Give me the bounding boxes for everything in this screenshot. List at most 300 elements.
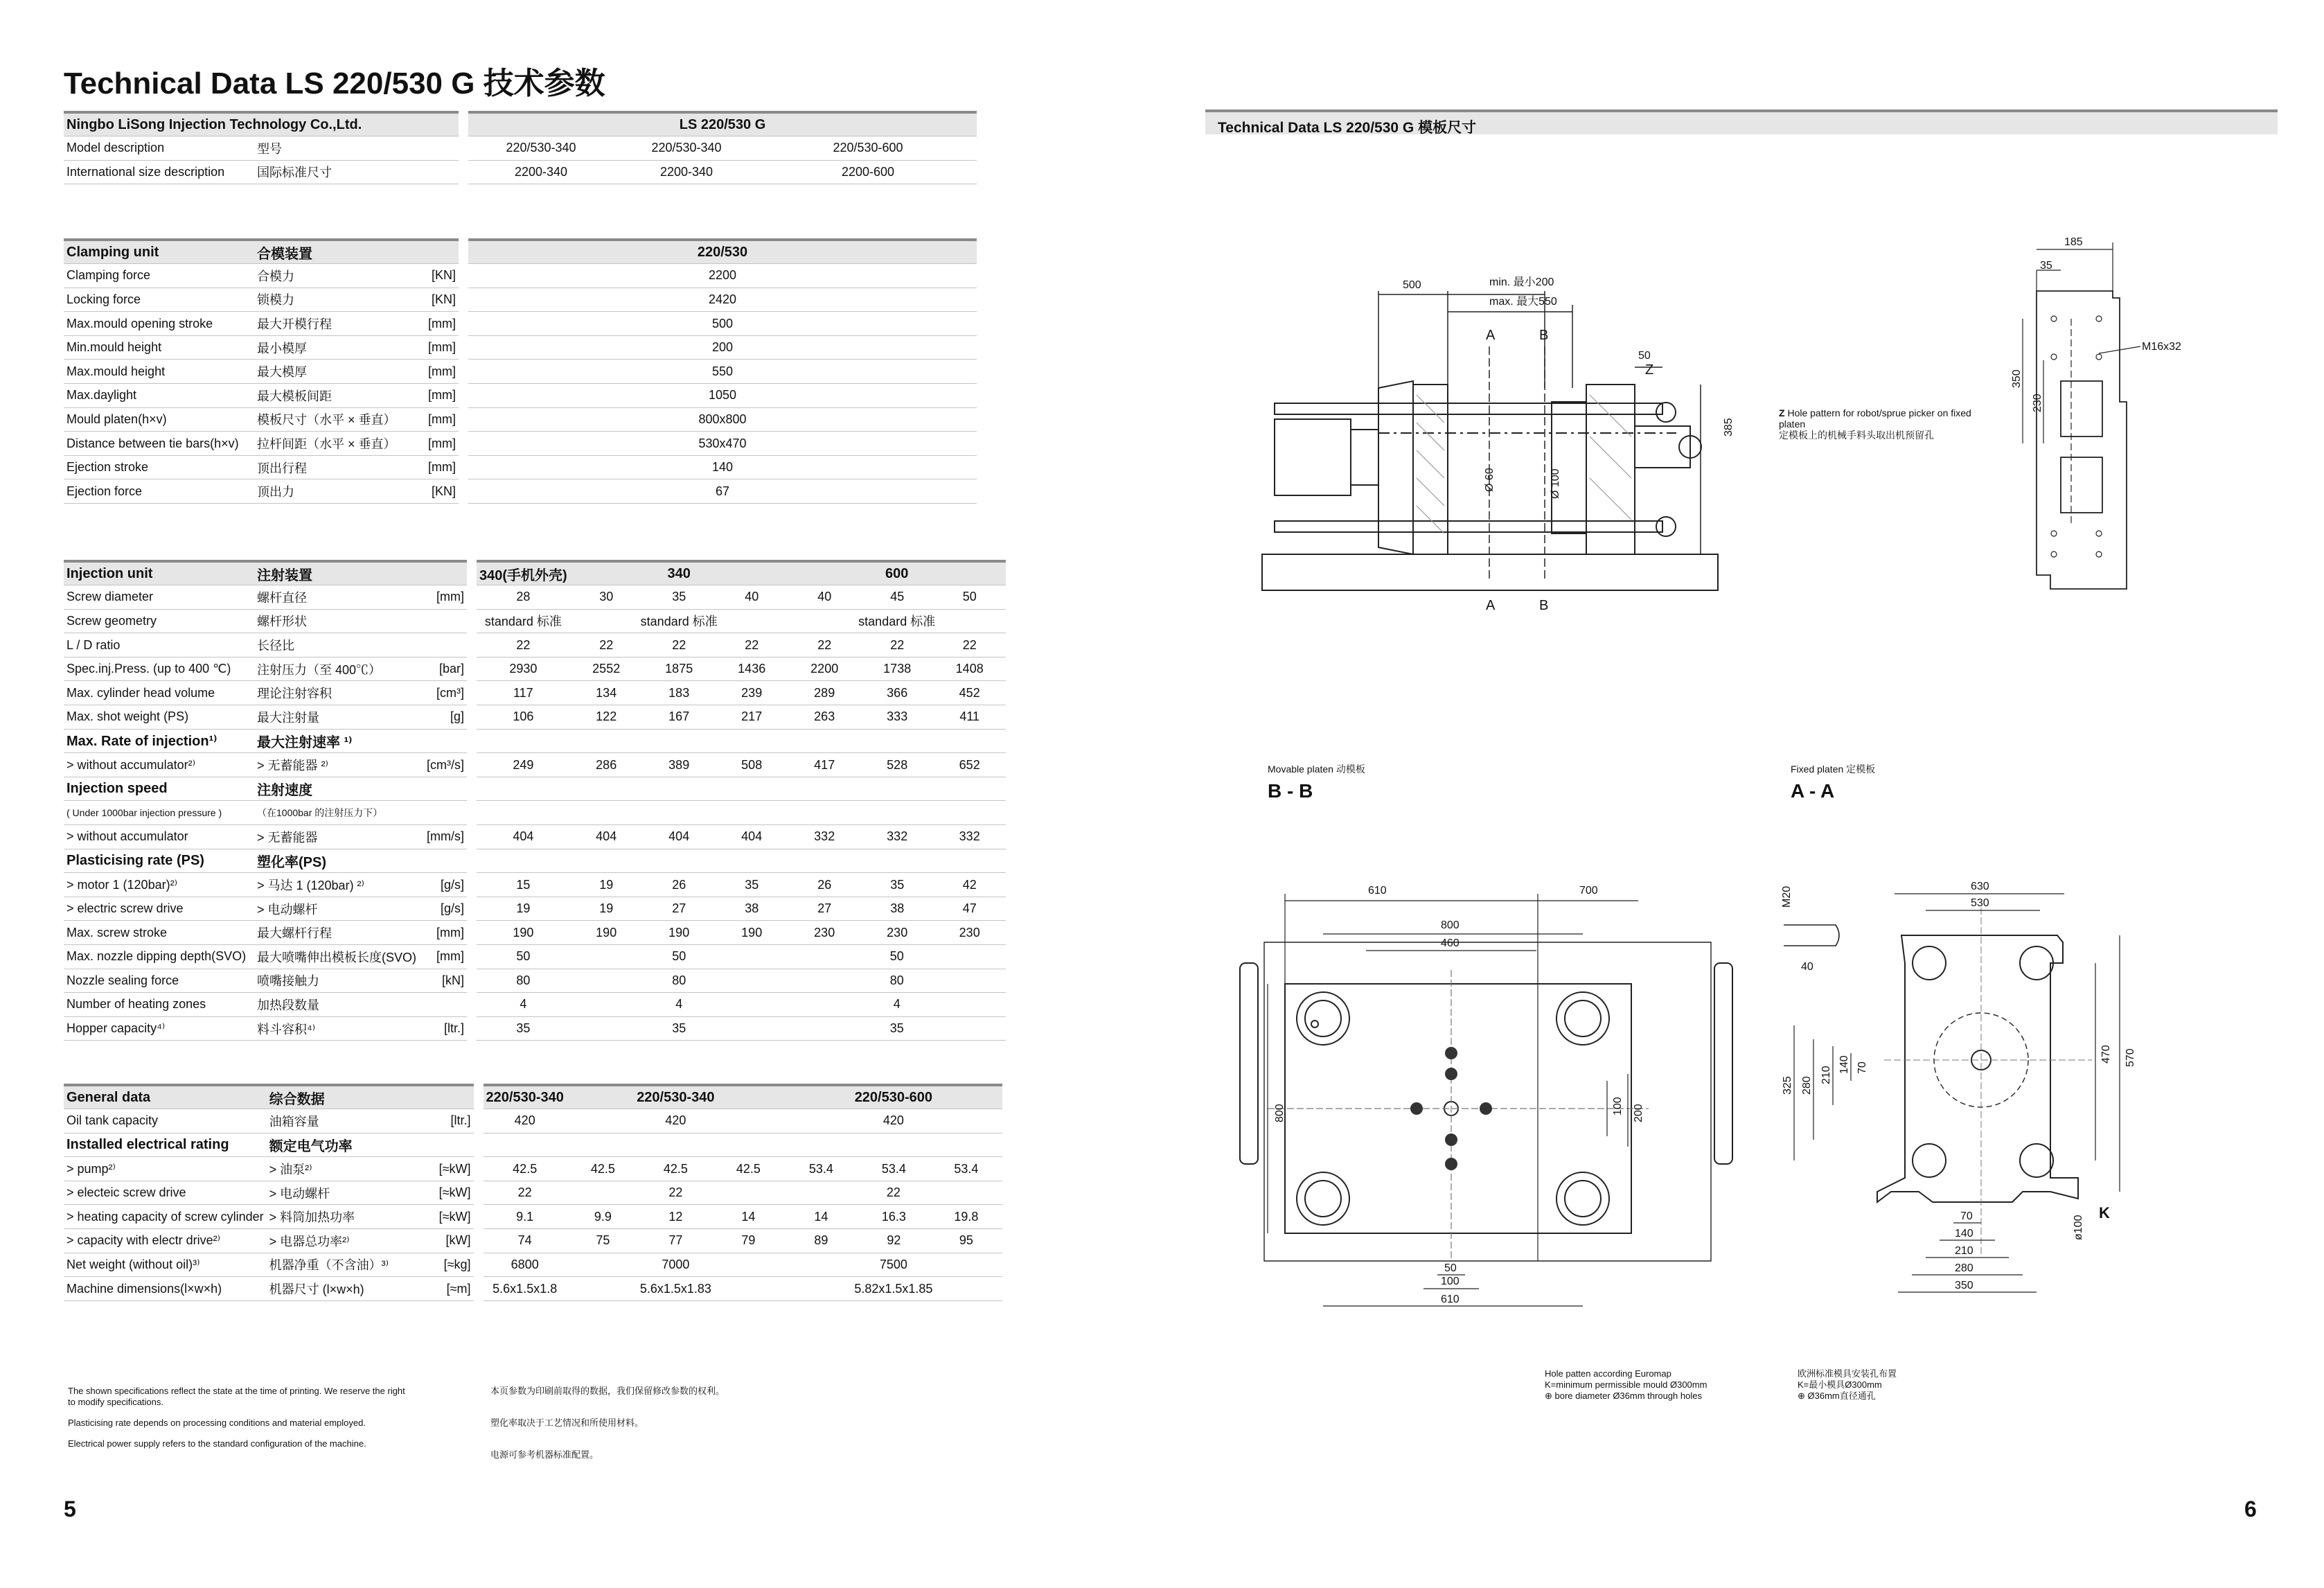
ejector-cylinder (1275, 419, 1351, 495)
row-label-en: > electeic screw drive (64, 1181, 267, 1205)
row-unit: [KN] (424, 264, 459, 288)
value-cell: 22 (785, 1181, 1002, 1205)
value-cell: 4 (477, 993, 570, 1017)
value-cell: 35 (716, 873, 788, 897)
row-label-en: Max. cylinder head volume (64, 681, 254, 705)
value-cell: 40 (788, 585, 861, 610)
row-label-cn: 注射压力（至 400℃） (254, 657, 424, 681)
gap (474, 1229, 484, 1253)
row-label-en: Spec.inj.Press. (up to 400 ℃) (64, 657, 254, 681)
euromap-en-3: ⊕ bore diameter Ø36mm through holes (1545, 1391, 1702, 1401)
section-title: Injection unit (64, 561, 254, 585)
gap (467, 729, 477, 753)
gap (467, 969, 477, 993)
fp-dim-280b: 280 (1955, 1262, 1973, 1274)
euromap-note-en (1545, 1368, 1766, 1402)
fp-dim-m20: M20 (1781, 885, 1793, 908)
fp-dim-530: 530 (1971, 897, 1989, 909)
value-cell: 2930 (477, 657, 570, 681)
row-unit: [mm] (424, 432, 459, 456)
value-cell: 38 (716, 897, 788, 921)
section-title-cn: 注射装置 (254, 561, 467, 585)
value-cell: 19 (570, 873, 643, 897)
movable-section-label: B - B (1268, 780, 1313, 802)
value-cell: 332 (861, 825, 934, 849)
euromap-cn-2: K=最小模具Ø300mm (1798, 1379, 1882, 1390)
movable-platen-label: Movable platen 动模板 (1268, 764, 1365, 775)
gap (467, 705, 477, 730)
value-cell: 220/530-600 (759, 136, 977, 161)
side-dim-min: min. 最小200 (1489, 276, 1554, 288)
z-dim-35: 35 (2040, 260, 2052, 272)
row-label-cn: 型号 (254, 136, 459, 161)
row-label-en: Max. shot weight (PS) (64, 705, 254, 730)
mp-dim-100: 100 (1612, 1097, 1624, 1115)
value-cell: 190 (716, 921, 788, 945)
row-unit (424, 993, 467, 1017)
row-label-cn: 最大模厚 (254, 360, 424, 384)
mp-dim-700: 700 (1579, 885, 1598, 897)
row-label-cn: 模板尺寸（水平 × 垂直） (254, 407, 424, 432)
value-cell: 230 (934, 921, 1006, 945)
row-unit: [bar] (424, 657, 467, 681)
row-unit (424, 729, 467, 753)
gap (459, 407, 468, 432)
value-cell: 30 (570, 585, 643, 610)
fp-dim-210: 210 (1820, 1066, 1832, 1084)
fp-dim-70b: 70 (1960, 1210, 1973, 1222)
gap (467, 633, 477, 658)
gap (459, 288, 468, 312)
value-cell: 404 (716, 825, 788, 849)
z-note-letter: Z (1779, 407, 1785, 418)
value-cell: 14 (712, 1205, 785, 1229)
side-dim-500: 500 (1403, 279, 1421, 291)
row-label-en: Max.mould height (64, 360, 254, 384)
value-cell: 289 (788, 681, 861, 705)
footnotes-cn (490, 1386, 837, 1461)
gap (459, 455, 468, 479)
value-cell: 220/530-340 (614, 136, 759, 161)
gap (474, 1277, 484, 1301)
model-name: LS 220/530 G (468, 112, 977, 136)
gap (459, 264, 468, 288)
gap (467, 993, 477, 1017)
value-cell: 452 (934, 681, 1006, 705)
row-label-en: > heating capacity of screw cylinder (64, 1205, 267, 1229)
footnote-cn-2: 塑化率取决于工艺情况和所使用材料。 (490, 1418, 644, 1428)
section-title-cn: 综合数据 (267, 1085, 474, 1109)
movable-platen-drawing (1233, 873, 1746, 1316)
row-unit: [≈m] (436, 1277, 474, 1301)
value-cell: 420 (567, 1109, 785, 1133)
value-cell: 389 (643, 753, 716, 777)
value-cell: 35 (570, 1016, 788, 1041)
row-unit: [≈kW] (436, 1157, 474, 1181)
value-cell: 528 (861, 753, 934, 777)
row-unit: [mm] (424, 945, 467, 969)
row-label-en: Injection speed (64, 777, 254, 801)
mp-dim-50: 50 (1444, 1262, 1457, 1274)
row-unit: [ltr.] (436, 1109, 474, 1133)
row-unit: [≈kW] (436, 1205, 474, 1229)
value-cell: 508 (716, 753, 788, 777)
row-label-cn: 螺杆直径 (254, 585, 424, 610)
value-cell: 2200 (468, 264, 977, 288)
gap (459, 360, 468, 384)
value-cell: 1738 (861, 657, 934, 681)
value-cell: 35 (477, 1016, 570, 1041)
row-label-cn: 国际标准尺寸 (254, 160, 459, 184)
value-cell: 22 (567, 1181, 785, 1205)
fp-dim-630: 630 (1971, 881, 1989, 892)
section-title: Clamping unit (64, 240, 254, 264)
row-label-en: Mould platen(h×v) (64, 407, 254, 432)
row-label-cn: 最大喷嘴伸出模板长度(SVO) (254, 945, 424, 969)
row-unit: [g/s] (424, 873, 467, 897)
value-cell: 77 (639, 1229, 712, 1253)
value-cell: 75 (567, 1229, 639, 1253)
movable-platen (1378, 381, 1413, 554)
value-cell: 2200 (788, 657, 861, 681)
value-cell: 27 (788, 897, 861, 921)
injection-table (64, 560, 1006, 1041)
z-dim-350: 350 (2011, 369, 2023, 388)
gap (467, 873, 477, 897)
mp-dim-460: 460 (1441, 937, 1460, 949)
value-cell: 404 (570, 825, 643, 849)
row-label-en: Model description (64, 136, 254, 161)
section-a-top: A (1486, 328, 1496, 343)
value-cell: 200 (468, 335, 977, 360)
value-cell: 53.4 (858, 1157, 930, 1181)
gap (459, 335, 468, 360)
row-label-en: Ejection stroke (64, 455, 254, 479)
value-cell: 22 (861, 633, 934, 658)
row-label-cn: 额定电气功率 (267, 1133, 436, 1157)
value-cell: 95 (930, 1229, 1002, 1253)
empty-cell (477, 849, 1006, 873)
page-title: Technical Data LS 220/530 G 技术参数 (64, 67, 605, 100)
value-cell: 2420 (468, 288, 977, 312)
value-cell: 22 (934, 633, 1006, 658)
value-cell: 35 (788, 1016, 1006, 1041)
drawings-header: Technical Data LS 220/530 G 模板尺寸 (1205, 109, 2278, 134)
value-cell: 9.9 (567, 1205, 639, 1229)
value-cell: 22 (477, 633, 570, 658)
row-label-cn: 喷嘴接触力 (254, 969, 424, 993)
row-label-cn: > 电动螺杆 (254, 897, 424, 921)
value-cell: 2200-340 (614, 160, 759, 184)
page-number-left: 5 (64, 1497, 76, 1521)
z-dim-230: 230 (2032, 394, 2043, 412)
euromap-cn-1: 欧洲标准模具安装孔布置 (1798, 1368, 1897, 1379)
row-unit: [KN] (424, 479, 459, 504)
value-cell: 263 (788, 705, 861, 730)
row-label-en: Max. nozzle dipping depth(SVO) (64, 945, 254, 969)
value-cell: 19.8 (930, 1205, 1002, 1229)
row-label-en: Min.mould height (64, 335, 254, 360)
value-cell: 67 (468, 479, 977, 504)
mp-dim-610: 610 (1368, 885, 1387, 897)
value-cell: 2200-600 (759, 160, 977, 184)
gap (459, 312, 468, 336)
value-cell: 220/530-340 (468, 136, 614, 161)
value-cell: 16.3 (858, 1205, 930, 1229)
row-label-cn: 机器尺寸 (l×w×h) (267, 1277, 436, 1301)
z-note-en: Hole pattern for robot/sprue picker on fixed platen (1779, 407, 1971, 430)
row-label-cn: 最大注射量 (254, 705, 424, 730)
value-cell: standard 标准 (570, 609, 788, 633)
row-label-cn: 长径比 (254, 633, 424, 658)
value-cell: 652 (934, 753, 1006, 777)
value-cell: 190 (643, 921, 716, 945)
value-cell: 134 (570, 681, 643, 705)
row-label-en: Distance between tie bars(h×v) (64, 432, 254, 456)
value-cell: 420 (785, 1109, 1002, 1133)
row-label-cn: > 料筒加热功率 (267, 1205, 436, 1229)
row-unit: [kN] (424, 969, 467, 993)
section-z: Z (1645, 362, 1654, 378)
row-label-en: Net weight (without oil)³⁾ (64, 1253, 267, 1277)
gap (467, 921, 477, 945)
row-label-cn: 料斗容积⁴⁾ (254, 1016, 424, 1041)
value-cell: 183 (643, 681, 716, 705)
gap (474, 1133, 484, 1157)
value-cell: 167 (643, 705, 716, 730)
gap (459, 432, 468, 456)
value-cell: 2200-340 (468, 160, 614, 184)
value-cell: 89 (785, 1229, 858, 1253)
value-cell: 1050 (468, 384, 977, 408)
value-cell: 50 (788, 945, 1006, 969)
row-unit: [mm] (424, 384, 459, 408)
fp-label-k: K (2099, 1204, 2110, 1221)
row-unit: [≈kg] (436, 1253, 474, 1277)
row-unit: [mm] (424, 360, 459, 384)
value-cell: 92 (858, 1229, 930, 1253)
row-unit: [mm] (424, 312, 459, 336)
fp-dim-280: 280 (1801, 1076, 1813, 1095)
gap (459, 112, 468, 136)
value-cell: 42 (934, 873, 1006, 897)
row-unit: [kW] (436, 1229, 474, 1253)
value-cell: 230 (788, 921, 861, 945)
value-cell: 12 (639, 1205, 712, 1229)
gap (459, 240, 468, 264)
row-label-en: L / D ratio (64, 633, 254, 658)
value-cell: 50 (477, 945, 570, 969)
gap (467, 657, 477, 681)
value-cell: 1436 (716, 657, 788, 681)
footnote-cn-1: 本页参数为印刷前取得的数据，我们保留修改参数的权利。 (490, 1386, 725, 1396)
section-b-top: B (1539, 328, 1549, 343)
value-cell: 550 (468, 360, 977, 384)
gap (474, 1085, 484, 1109)
value-cell: 22 (716, 633, 788, 658)
value-cell: 249 (477, 753, 570, 777)
value-cell: 45 (861, 585, 934, 610)
value-cell: 332 (788, 825, 861, 849)
fp-dim-325: 325 (1782, 1076, 1793, 1095)
company-name: Ningbo LiSong Injection Technology Co.,Ltd. (64, 112, 459, 136)
fixed-platen-drawing (1773, 866, 2147, 1323)
row-label-cn: 最大模板间距 (254, 384, 424, 408)
fixed-platen-label: Fixed platen 定模板 (1791, 764, 1876, 775)
value-cell: 9.1 (484, 1205, 567, 1229)
value-cell: 15 (477, 873, 570, 897)
value-cell: 800x800 (468, 407, 977, 432)
row-unit: [mm] (424, 585, 467, 610)
tie-bar-lower (1275, 521, 1662, 532)
value-cell: 80 (570, 969, 788, 993)
section-title-cn: 合模装置 (254, 240, 459, 264)
group-header: 340 (570, 561, 788, 585)
row-label-en: Number of heating zones (64, 993, 254, 1017)
robot-hole-pattern-drawing (1995, 229, 2203, 617)
gap (459, 479, 468, 504)
row-label-en: Screw geometry (64, 609, 254, 633)
gap (474, 1181, 484, 1205)
row-unit: [cm³] (424, 681, 467, 705)
value-cell: 239 (716, 681, 788, 705)
value-cell: 122 (570, 705, 643, 730)
value-cell: 53.4 (930, 1157, 1002, 1181)
gap (459, 160, 468, 184)
value-cell: 7500 (785, 1253, 1002, 1277)
euromap-en-1: Hole patten according Euromap (1545, 1368, 1671, 1379)
gap (467, 681, 477, 705)
row-label-cn: 合模力 (254, 264, 424, 288)
gap (474, 1205, 484, 1229)
value-cell: standard 标准 (477, 609, 570, 633)
footnote-3: Electrical power supply refers to the standard configuration of the machine. (68, 1438, 366, 1449)
fp-dim-40: 40 (1801, 961, 1813, 973)
row-label-cn: 注射速度 (254, 777, 424, 801)
value-cell: 42.5 (712, 1157, 785, 1181)
footnotes-en (68, 1386, 407, 1449)
value-cell: 106 (477, 705, 570, 730)
row-unit: [mm] (424, 335, 459, 360)
empty-cell (477, 801, 1006, 825)
row-unit: [mm] (424, 921, 467, 945)
row-label-cn: > 马达 1 (120bar) ²⁾ (254, 873, 424, 897)
row-label-en: International size description (64, 160, 254, 184)
value-cell: 332 (934, 825, 1006, 849)
row-unit (424, 633, 467, 658)
group-header: 220/530-600 (785, 1085, 1002, 1109)
value-cell: 79 (712, 1229, 785, 1253)
side-dim-d60: Ø 60 (1484, 468, 1496, 492)
value-cell: 6800 (484, 1253, 567, 1277)
mp-dim-610b: 610 (1441, 1294, 1460, 1305)
row-label-en: Max.daylight (64, 384, 254, 408)
value-cell: 1875 (643, 657, 716, 681)
page-number-right: 6 (2244, 1497, 2257, 1521)
gap (467, 753, 477, 777)
group-header: 220/530-340 (567, 1085, 785, 1109)
value-cell: 5.6x1.5x1.8 (484, 1277, 567, 1301)
row-unit (424, 849, 467, 873)
value-cell: 7000 (567, 1253, 785, 1277)
value-cell: 22 (643, 633, 716, 658)
group-header: 220/530-340 (484, 1085, 567, 1109)
value-cell: 26 (788, 873, 861, 897)
value-cell: 19 (570, 897, 643, 921)
side-view-drawing (1247, 263, 1746, 624)
gap (467, 561, 477, 585)
row-unit (436, 1133, 474, 1157)
z-note-cn: 定模板上的机械手料头取出机预留孔 (1779, 430, 1934, 441)
value-cell: 4 (788, 993, 1006, 1017)
fp-dim-350b: 350 (1955, 1280, 1973, 1291)
value-cell: 38 (861, 897, 934, 921)
mp-dim-800: 800 (1441, 919, 1460, 931)
value-cell: 420 (484, 1109, 567, 1133)
mp-dim-200: 200 (1633, 1104, 1644, 1122)
row-label-cn: > 电器总功率²⁾ (267, 1229, 436, 1253)
row-unit: [mm/s] (424, 825, 467, 849)
gap (467, 825, 477, 849)
fp-dim-d100: ø100 (2073, 1215, 2084, 1240)
row-label-en: Locking force (64, 288, 254, 312)
row-label-cn: 最大开模行程 (254, 312, 424, 336)
value-cell: 417 (788, 753, 861, 777)
row-label-cn: > 无蓄能器 ²⁾ (254, 753, 424, 777)
row-label-cn: 顶出力 (254, 479, 424, 504)
gap (467, 801, 477, 825)
side-dim-50: 50 (1638, 350, 1651, 362)
gap (474, 1157, 484, 1181)
gap (474, 1253, 484, 1277)
row-label-cn: 理论注射容积 (254, 681, 424, 705)
row-label-cn: 顶出行程 (254, 455, 424, 479)
row-label-en: > without accumulator²⁾ (64, 753, 254, 777)
row-unit: [mm] (424, 455, 459, 479)
gap (467, 585, 477, 610)
row-label-en: > electric screw drive (64, 897, 254, 921)
value-cell: 53.4 (785, 1157, 858, 1181)
gap (459, 136, 468, 161)
fp-dim-140b: 140 (1955, 1228, 1973, 1239)
value-cell: 5.82x1.5x1.85 (785, 1277, 1002, 1301)
row-label-en: > pump²⁾ (64, 1157, 267, 1181)
gap (467, 945, 477, 969)
fp-dim-210b: 210 (1955, 1245, 1973, 1257)
row-label-en: > without accumulator (64, 825, 254, 849)
z-dim-m16: M16x32 (2142, 341, 2181, 353)
value-cell: 500 (468, 312, 977, 336)
row-label-cn: 最小模厚 (254, 335, 424, 360)
footnote-1: The shown specifications reflect the state at the time of printing. We reserve the right to modify specifications. (68, 1386, 405, 1407)
value-cell: 40 (716, 585, 788, 610)
section-a-bottom: A (1486, 598, 1496, 613)
value-cell: 140 (468, 455, 977, 479)
row-label-en: Oil tank capacity (64, 1109, 267, 1133)
gap (467, 777, 477, 801)
group-header: 600 (788, 561, 1006, 585)
row-label-cn: > 无蓄能器 (254, 825, 424, 849)
value-cell: 28 (477, 585, 570, 610)
value-cell: 411 (934, 705, 1006, 730)
general-data-table (64, 1084, 1002, 1301)
mp-dim-100b: 100 (1441, 1276, 1460, 1287)
model-table (64, 111, 977, 184)
row-unit: [g] (424, 705, 467, 730)
fixed-section-label: A - A (1791, 780, 1835, 802)
value-cell: 50 (570, 945, 788, 969)
value-cell: 404 (477, 825, 570, 849)
